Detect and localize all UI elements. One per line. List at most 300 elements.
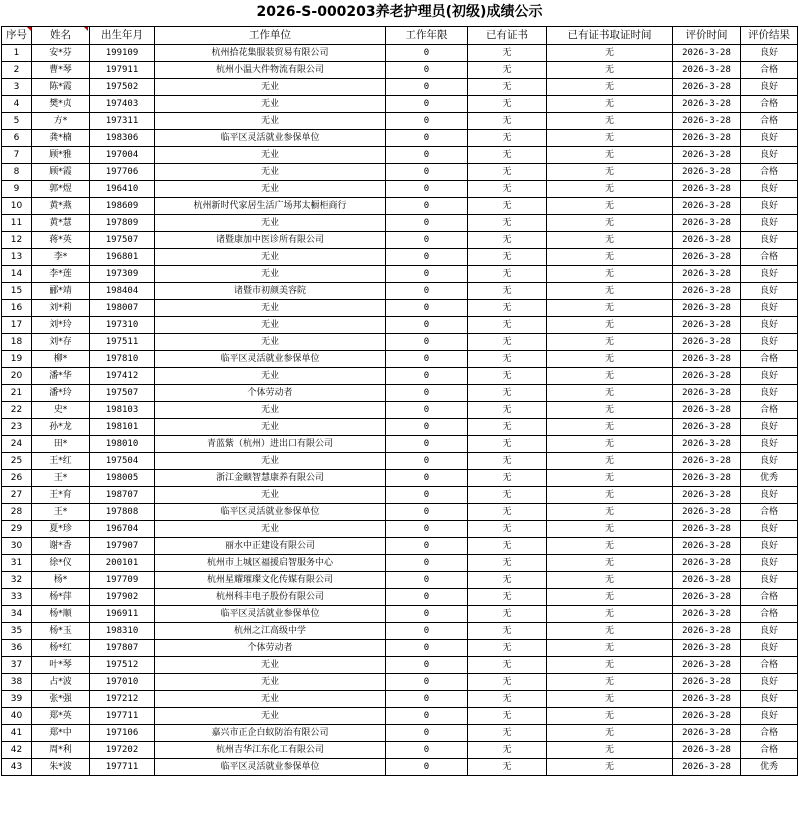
- cell-employer: 浙江金颐智慧康养有限公司: [155, 470, 386, 487]
- cell-work-years: 0: [386, 487, 468, 504]
- cell-eval-date: 2026-3-28: [673, 130, 741, 147]
- cell-birth: 197507: [90, 232, 155, 249]
- cell-birth: 197212: [90, 691, 155, 708]
- cell-seq: 36: [2, 640, 32, 657]
- cell-eval-result: 良好: [741, 317, 798, 334]
- cell-employer: 无业: [155, 674, 386, 691]
- table-row: [2, 555, 798, 572]
- cell-certificate-date: 无: [547, 283, 673, 300]
- cell-work-years: 0: [386, 351, 468, 368]
- cell-work-years: 0: [386, 96, 468, 113]
- cell-birth: 197412: [90, 368, 155, 385]
- cell-certificate-date: 无: [547, 470, 673, 487]
- cell-name: 王*红: [32, 453, 90, 470]
- cell-work-years: 0: [386, 623, 468, 640]
- cell-certificate-date: 无: [547, 164, 673, 181]
- cell-seq: 32: [2, 572, 32, 589]
- cell-eval-result: 良好: [741, 640, 798, 657]
- cell-seq: 27: [2, 487, 32, 504]
- cell-birth: 197706: [90, 164, 155, 181]
- cell-eval-date: 2026-3-28: [673, 334, 741, 351]
- cell-seq: 5: [2, 113, 32, 130]
- cell-name: 黄*慧: [32, 215, 90, 232]
- cell-seq: 30: [2, 538, 32, 555]
- cell-work-years: 0: [386, 249, 468, 266]
- cell-seq: 16: [2, 300, 32, 317]
- cell-eval-date: 2026-3-28: [673, 487, 741, 504]
- cell-certificate: 无: [468, 725, 547, 742]
- cell-eval-date: 2026-3-28: [673, 113, 741, 130]
- cell-eval-date: 2026-3-28: [673, 266, 741, 283]
- cell-certificate-date: 无: [547, 674, 673, 691]
- cell-eval-date: 2026-3-28: [673, 385, 741, 402]
- cell-name: 孙*龙: [32, 419, 90, 436]
- cell-employer: 杭州市上城区福援启智服务中心: [155, 555, 386, 572]
- cell-certificate: 无: [468, 283, 547, 300]
- cell-name: 夏*珍: [32, 521, 90, 538]
- cell-certificate-date: 无: [547, 351, 673, 368]
- cell-certificate-date: 无: [547, 300, 673, 317]
- cell-eval-result: 良好: [741, 300, 798, 317]
- cell-work-years: 0: [386, 45, 468, 62]
- cell-eval-date: 2026-3-28: [673, 249, 741, 266]
- cell-seq: 42: [2, 742, 32, 759]
- cell-certificate: 无: [468, 266, 547, 283]
- cell-birth: 198007: [90, 300, 155, 317]
- cell-certificate-date: 无: [547, 572, 673, 589]
- cell-certificate-date: 无: [547, 436, 673, 453]
- cell-work-years: 0: [386, 538, 468, 555]
- cell-employer: 诸暨市初颜美容院: [155, 283, 386, 300]
- cell-employer: 无业: [155, 300, 386, 317]
- cell-certificate-date: 无: [547, 334, 673, 351]
- cell-employer: 杭州小温大件物流有限公司: [155, 62, 386, 79]
- cell-name: 安*芬: [32, 45, 90, 62]
- cell-seq: 15: [2, 283, 32, 300]
- cell-work-years: 0: [386, 113, 468, 130]
- cell-certificate-date: 无: [547, 742, 673, 759]
- cell-name: 史*: [32, 402, 90, 419]
- cell-certificate: 无: [468, 555, 547, 572]
- cell-eval-date: 2026-3-28: [673, 436, 741, 453]
- cell-name: 曹*琴: [32, 62, 90, 79]
- cell-certificate: 无: [468, 691, 547, 708]
- cell-birth: 197808: [90, 504, 155, 521]
- table-row: [2, 368, 798, 385]
- table-row: [2, 334, 798, 351]
- table-row: [2, 453, 798, 470]
- cell-certificate: 无: [468, 674, 547, 691]
- cell-eval-result: 优秀: [741, 470, 798, 487]
- table-row: [2, 113, 798, 130]
- cell-certificate-date: 无: [547, 113, 673, 130]
- cell-eval-result: 良好: [741, 232, 798, 249]
- cell-eval-date: 2026-3-28: [673, 606, 741, 623]
- cell-seq: 35: [2, 623, 32, 640]
- table-row: [2, 266, 798, 283]
- cell-seq: 26: [2, 470, 32, 487]
- table-row: [2, 487, 798, 504]
- cell-eval-result: 良好: [741, 572, 798, 589]
- cell-work-years: 0: [386, 215, 468, 232]
- cell-birth: 198310: [90, 623, 155, 640]
- cell-certificate-date: 无: [547, 657, 673, 674]
- cell-name: 刘*存: [32, 334, 90, 351]
- cell-name: 王*: [32, 504, 90, 521]
- cell-certificate-date: 无: [547, 691, 673, 708]
- cell-certificate-date: 无: [547, 708, 673, 725]
- cell-eval-result: 良好: [741, 45, 798, 62]
- cell-certificate: 无: [468, 317, 547, 334]
- table-row: [2, 147, 798, 164]
- cell-certificate-date: 无: [547, 198, 673, 215]
- cell-certificate-date: 无: [547, 130, 673, 147]
- cell-seq: 13: [2, 249, 32, 266]
- cell-certificate-date: 无: [547, 504, 673, 521]
- cell-eval-date: 2026-3-28: [673, 62, 741, 79]
- cell-name: 占*波: [32, 674, 90, 691]
- cell-eval-result: 良好: [741, 436, 798, 453]
- cell-certificate: 无: [468, 589, 547, 606]
- cell-name: 郑*英: [32, 708, 90, 725]
- cell-employer: 无业: [155, 215, 386, 232]
- cell-employer: 无业: [155, 96, 386, 113]
- table-row: [2, 674, 798, 691]
- results-table: [1, 26, 798, 776]
- cell-eval-date: 2026-3-28: [673, 555, 741, 572]
- cell-birth: 197709: [90, 572, 155, 589]
- table-row: [2, 130, 798, 147]
- cell-employer: 杭州之江高级中学: [155, 623, 386, 640]
- cell-certificate: 无: [468, 45, 547, 62]
- page-title: 2026-S-000203养老护理员(初级)成绩公示: [256, 4, 543, 20]
- cell-eval-date: 2026-3-28: [673, 198, 741, 215]
- cell-work-years: 0: [386, 62, 468, 79]
- cell-name: 徐*仪: [32, 555, 90, 572]
- cell-work-years: 0: [386, 164, 468, 181]
- comment-marker-icon: [84, 27, 88, 31]
- header-seq: 序号: [2, 27, 32, 45]
- cell-eval-result: 合格: [741, 96, 798, 113]
- cell-seq: 23: [2, 419, 32, 436]
- cell-eval-date: 2026-3-28: [673, 96, 741, 113]
- cell-certificate-date: 无: [547, 232, 673, 249]
- cell-eval-result: 合格: [741, 113, 798, 130]
- cell-eval-result: 合格: [741, 657, 798, 674]
- cell-name: 王*: [32, 470, 90, 487]
- cell-seq: 9: [2, 181, 32, 198]
- cell-birth: 199109: [90, 45, 155, 62]
- cell-seq: 34: [2, 606, 32, 623]
- header-certificate: 已有证书: [468, 27, 547, 45]
- cell-eval-date: 2026-3-28: [673, 538, 741, 555]
- cell-birth: 197512: [90, 657, 155, 674]
- cell-eval-result: 良好: [741, 623, 798, 640]
- cell-certificate-date: 无: [547, 317, 673, 334]
- cell-employer: 无业: [155, 402, 386, 419]
- cell-birth: 198010: [90, 436, 155, 453]
- header-birth: 出生年月: [90, 27, 155, 45]
- cell-work-years: 0: [386, 232, 468, 249]
- cell-birth: 198306: [90, 130, 155, 147]
- table-row: [2, 657, 798, 674]
- cell-birth: 197711: [90, 759, 155, 776]
- cell-name: 樊*贞: [32, 96, 90, 113]
- cell-name: 郭*煜: [32, 181, 90, 198]
- cell-birth: 198103: [90, 402, 155, 419]
- cell-certificate-date: 无: [547, 249, 673, 266]
- cell-work-years: 0: [386, 402, 468, 419]
- cell-eval-date: 2026-3-28: [673, 79, 741, 96]
- cell-seq: 25: [2, 453, 32, 470]
- cell-eval-date: 2026-3-28: [673, 232, 741, 249]
- cell-work-years: 0: [386, 198, 468, 215]
- cell-work-years: 0: [386, 521, 468, 538]
- cell-work-years: 0: [386, 79, 468, 96]
- table-row: [2, 215, 798, 232]
- cell-certificate-date: 无: [547, 589, 673, 606]
- cell-eval-date: 2026-3-28: [673, 453, 741, 470]
- cell-birth: 197902: [90, 589, 155, 606]
- cell-birth: 198404: [90, 283, 155, 300]
- cell-employer: 无业: [155, 266, 386, 283]
- cell-seq: 29: [2, 521, 32, 538]
- cell-certificate-date: 无: [547, 453, 673, 470]
- cell-eval-date: 2026-3-28: [673, 759, 741, 776]
- cell-certificate: 无: [468, 436, 547, 453]
- cell-work-years: 0: [386, 742, 468, 759]
- cell-eval-result: 合格: [741, 249, 798, 266]
- table-row: [2, 725, 798, 742]
- cell-seq: 21: [2, 385, 32, 402]
- cell-certificate-date: 无: [547, 487, 673, 504]
- cell-seq: 17: [2, 317, 32, 334]
- table-row: [2, 385, 798, 402]
- table-row: [2, 759, 798, 776]
- cell-eval-result: 优秀: [741, 759, 798, 776]
- cell-certificate: 无: [468, 181, 547, 198]
- cell-birth: 197511: [90, 334, 155, 351]
- cell-eval-date: 2026-3-28: [673, 317, 741, 334]
- cell-eval-result: 良好: [741, 215, 798, 232]
- cell-name: 杨*玉: [32, 623, 90, 640]
- cell-name: 顾*霞: [32, 164, 90, 181]
- cell-certificate: 无: [468, 334, 547, 351]
- cell-employer: 诸暨康加中医诊所有限公司: [155, 232, 386, 249]
- cell-employer: 无业: [155, 317, 386, 334]
- cell-eval-date: 2026-3-28: [673, 504, 741, 521]
- cell-certificate: 无: [468, 300, 547, 317]
- cell-certificate: 无: [468, 538, 547, 555]
- cell-eval-result: 良好: [741, 147, 798, 164]
- cell-eval-result: 合格: [741, 164, 798, 181]
- table-row: [2, 181, 798, 198]
- table-row: [2, 606, 798, 623]
- cell-name: 蒋*英: [32, 232, 90, 249]
- cell-work-years: 0: [386, 640, 468, 657]
- cell-birth: 196801: [90, 249, 155, 266]
- cell-employer: 临平区灵活就业参保单位: [155, 759, 386, 776]
- cell-eval-result: 良好: [741, 283, 798, 300]
- cell-employer: 无业: [155, 334, 386, 351]
- table-row: [2, 538, 798, 555]
- cell-certificate-date: 无: [547, 538, 673, 555]
- table-row: [2, 402, 798, 419]
- cell-seq: 2: [2, 62, 32, 79]
- cell-work-years: 0: [386, 572, 468, 589]
- cell-eval-date: 2026-3-28: [673, 725, 741, 742]
- cell-name: 杨*萍: [32, 589, 90, 606]
- cell-eval-date: 2026-3-28: [673, 402, 741, 419]
- cell-name: 郑*中: [32, 725, 90, 742]
- cell-certificate: 无: [468, 742, 547, 759]
- cell-work-years: 0: [386, 130, 468, 147]
- table-row: [2, 96, 798, 113]
- cell-certificate-date: 无: [547, 62, 673, 79]
- cell-birth: 197010: [90, 674, 155, 691]
- cell-certificate: 无: [468, 657, 547, 674]
- table-row: [2, 436, 798, 453]
- cell-certificate-date: 无: [547, 181, 673, 198]
- cell-name: 郦*靖: [32, 283, 90, 300]
- cell-birth: 198005: [90, 470, 155, 487]
- cell-seq: 41: [2, 725, 32, 742]
- cell-birth: 197807: [90, 640, 155, 657]
- cell-birth: 198101: [90, 419, 155, 436]
- cell-certificate-date: 无: [547, 368, 673, 385]
- cell-seq: 1: [2, 45, 32, 62]
- cell-birth: 198609: [90, 198, 155, 215]
- table-row: [2, 283, 798, 300]
- cell-birth: 197502: [90, 79, 155, 96]
- cell-birth: 196911: [90, 606, 155, 623]
- cell-name: 刘*玲: [32, 317, 90, 334]
- comment-marker-icon: [27, 27, 31, 31]
- cell-eval-result: 合格: [741, 504, 798, 521]
- cell-eval-date: 2026-3-28: [673, 742, 741, 759]
- cell-employer: 无业: [155, 453, 386, 470]
- cell-employer: 杭州星耀璀璨文化传媒有限公司: [155, 572, 386, 589]
- cell-name: 龚*楠: [32, 130, 90, 147]
- cell-work-years: 0: [386, 300, 468, 317]
- header-employer: 工作单位: [155, 27, 386, 45]
- cell-certificate: 无: [468, 164, 547, 181]
- cell-birth: 197809: [90, 215, 155, 232]
- cell-birth: 197309: [90, 266, 155, 283]
- cell-work-years: 0: [386, 266, 468, 283]
- cell-eval-result: 良好: [741, 130, 798, 147]
- cell-certificate: 无: [468, 419, 547, 436]
- cell-name: 李*莲: [32, 266, 90, 283]
- cell-seq: 19: [2, 351, 32, 368]
- table-row: [2, 300, 798, 317]
- cell-seq: 18: [2, 334, 32, 351]
- cell-seq: 8: [2, 164, 32, 181]
- cell-work-years: 0: [386, 147, 468, 164]
- header-certificate-date: 已有证书取证时间: [547, 27, 673, 45]
- cell-certificate: 无: [468, 113, 547, 130]
- cell-work-years: 0: [386, 453, 468, 470]
- cell-eval-result: 合格: [741, 402, 798, 419]
- cell-employer: 个体劳动者: [155, 640, 386, 657]
- cell-employer: 无业: [155, 521, 386, 538]
- cell-certificate: 无: [468, 640, 547, 657]
- cell-employer: 无业: [155, 164, 386, 181]
- cell-certificate-date: 无: [547, 147, 673, 164]
- cell-eval-date: 2026-3-28: [673, 45, 741, 62]
- cell-eval-date: 2026-3-28: [673, 708, 741, 725]
- cell-seq: 6: [2, 130, 32, 147]
- cell-employer: 杭州吉华江东化工有限公司: [155, 742, 386, 759]
- cell-eval-result: 合格: [741, 606, 798, 623]
- cell-employer: 无业: [155, 487, 386, 504]
- cell-name: 陈*霞: [32, 79, 90, 96]
- cell-certificate-date: 无: [547, 79, 673, 96]
- cell-employer: 杭州科丰电子股份有限公司: [155, 589, 386, 606]
- cell-certificate-date: 无: [547, 521, 673, 538]
- cell-certificate-date: 无: [547, 266, 673, 283]
- cell-certificate: 无: [468, 62, 547, 79]
- cell-work-years: 0: [386, 283, 468, 300]
- table-row: [2, 317, 798, 334]
- table-row: [2, 419, 798, 436]
- table-row: [2, 249, 798, 266]
- cell-certificate: 无: [468, 572, 547, 589]
- cell-certificate-date: 无: [547, 215, 673, 232]
- cell-work-years: 0: [386, 708, 468, 725]
- cell-name: 杨*: [32, 572, 90, 589]
- cell-eval-date: 2026-3-28: [673, 164, 741, 181]
- cell-birth: 197106: [90, 725, 155, 742]
- cell-employer: 无业: [155, 368, 386, 385]
- cell-eval-result: 良好: [741, 538, 798, 555]
- cell-name: 潘*华: [32, 368, 90, 385]
- cell-employer: 临平区灵活就业参保单位: [155, 130, 386, 147]
- table-row: [2, 232, 798, 249]
- cell-work-years: 0: [386, 385, 468, 402]
- header-row: [2, 27, 798, 45]
- cell-employer: 无业: [155, 249, 386, 266]
- cell-name: 柳*: [32, 351, 90, 368]
- cell-eval-result: 良好: [741, 674, 798, 691]
- table-row: [2, 691, 798, 708]
- cell-work-years: 0: [386, 555, 468, 572]
- cell-work-years: 0: [386, 317, 468, 334]
- cell-birth: 198707: [90, 487, 155, 504]
- cell-certificate: 无: [468, 147, 547, 164]
- cell-certificate-date: 无: [547, 759, 673, 776]
- cell-employer: 无业: [155, 419, 386, 436]
- cell-birth: 197711: [90, 708, 155, 725]
- cell-name: 顾*雅: [32, 147, 90, 164]
- cell-eval-date: 2026-3-28: [673, 215, 741, 232]
- cell-certificate-date: 无: [547, 606, 673, 623]
- cell-birth: 196410: [90, 181, 155, 198]
- cell-employer: 杭州拾花集服装贸易有限公司: [155, 45, 386, 62]
- cell-work-years: 0: [386, 657, 468, 674]
- cell-employer: 无业: [155, 113, 386, 130]
- cell-name: 张*强: [32, 691, 90, 708]
- cell-employer: 无业: [155, 691, 386, 708]
- cell-certificate: 无: [468, 504, 547, 521]
- cell-eval-date: 2026-3-28: [673, 674, 741, 691]
- cell-certificate: 无: [468, 198, 547, 215]
- table-row: [2, 521, 798, 538]
- cell-certificate: 无: [468, 470, 547, 487]
- cell-seq: 20: [2, 368, 32, 385]
- table-row: [2, 198, 798, 215]
- cell-name: 叶*琴: [32, 657, 90, 674]
